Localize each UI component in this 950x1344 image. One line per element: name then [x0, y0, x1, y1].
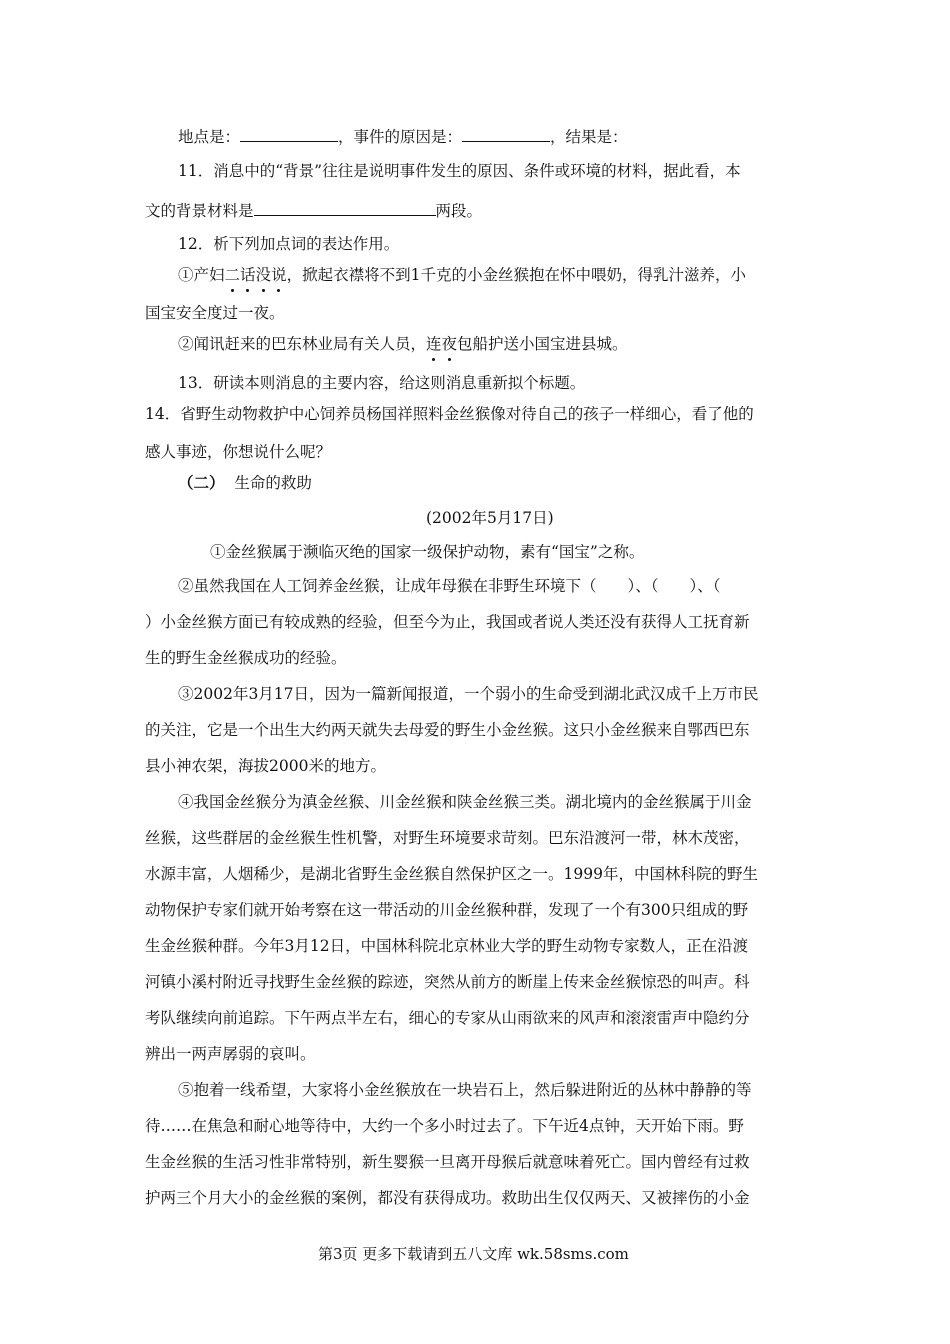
q12-item1-pre: ①产妇 — [178, 266, 225, 284]
q12-title: 12．析下列加点词的表达作用。 — [178, 235, 400, 253]
q13: 13．研读本则消息的主要内容，给这则消息重新拟个标题。 — [178, 374, 586, 392]
dotted-char: 连 — [426, 335, 442, 353]
q12-item1-post: ，掀起衣襟将不到1千克的小金丝猴抱在怀中喂奶，得乳汁滋养，小 — [286, 266, 746, 284]
q11-suffix: 两段。 — [435, 202, 483, 220]
dotted-char: 夜 — [441, 335, 458, 353]
section-date: (2002年5月17日) — [426, 509, 554, 527]
q10-place-blank — [240, 125, 338, 142]
paragraph-line: 辨出一两声孱弱的哀叫。 — [145, 1045, 316, 1063]
q11-blank — [254, 199, 436, 216]
paragraph-line: 河镇小溪村附近寻找野生金丝猴的踪迹，突然从前方的断崖上传来金丝猴惊恐的叫声。科 — [145, 973, 750, 991]
paragraph-line: 生金丝猴的生活习性非常特别，新生婴猴一旦离开母猴后就意味着死亡。国内曾经有过救 — [145, 1153, 750, 1171]
page-footer: 第3页 更多下载请到五八文库 wk.58sms.com — [318, 1245, 629, 1263]
q12-item1-line2: 国宝安全度过一夜。 — [145, 304, 285, 322]
q12-item1-line1 — [178, 264, 746, 286]
q10-cause-blank — [462, 125, 550, 142]
dotted-char: 话 — [240, 266, 256, 284]
paragraph-line: 水源丰富，人烟稀少，是湖北省野生金丝猴自然保护区之一。1999年，中国林科院的野生 — [145, 865, 758, 883]
q14-line2: 感人事迹，你想说什么呢？ — [145, 443, 332, 461]
paragraph-line: 生金丝猴种群。今年3月12日，中国林科院北京林业大学的野生动物专家数人，正在沿渡 — [145, 937, 749, 955]
paragraph-line: 县小神农架，海拔2000米的地方。 — [145, 757, 386, 775]
paragraph-line: ⑤抱着一线希望，大家将小金丝猴放在一块岩石上，然后躲进附近的丛林中静静的等 — [178, 1081, 752, 1099]
q10-line — [178, 125, 628, 148]
q11-line2 — [145, 199, 482, 222]
q12-item2 — [178, 333, 628, 355]
section-title: 生命的救助 — [234, 474, 312, 492]
paragraph-line: 待……在焦急和耐心地等待中，大约一个多小时过去了。下午近4点钟，天开始下雨。野 — [145, 1117, 744, 1135]
q10-place-label: 地点是： — [178, 128, 241, 146]
paragraph-line: 生的野生金丝猴成功的经验。 — [145, 649, 347, 667]
paragraph-line: 考队继续向前追踪。下午两点半左右，细心的专家从山雨欲来的风声和滚滚雷声中隐约分 — [145, 1009, 750, 1027]
paragraph-line: ③2002年3月17日，因为一篇新闻报道，一个弱小的生命受到湖北武汉成千上万市民 — [178, 685, 759, 703]
paragraph-line: 的关注，它是一个出生大约两天就失去母爱的野生小金丝猴。这只小金丝猴来自鄂西巴东 — [145, 721, 750, 739]
paragraph-line: 丝猴，这些群居的金丝猴生性机警，对野生环境要求苛刻。巴东沿渡河一带，林木茂密， — [145, 829, 750, 847]
q11-prefix: 文的背景材料是 — [145, 202, 254, 220]
paragraph-line: ②虽然我国在人工饲养金丝猴，让成年母猴在非野生环境下（ ）、（ ）、（ — [178, 577, 721, 595]
q11-line1: 11．消息中的“背景”往往是说明事件发生的原因、条件或环境的材料，据此看，本 — [178, 162, 741, 180]
paragraph-line: ）小金丝猴方面已有较成熟的经验，但至今为止，我国或者说人类还没有获得人工抚育新 — [145, 613, 750, 631]
q10-cause-label: ，事件的原因是： — [338, 128, 463, 146]
paragraph-line: 动物保护专家们就开始考察在这一带活动的川金丝猴种群，发现了一个有300只组成的野 — [145, 901, 749, 919]
section-number: （二） — [178, 473, 225, 492]
q12-item2-pre: ②闻讯赶来的巴东林业局有关人员， — [178, 335, 427, 353]
section-heading — [178, 472, 312, 494]
q10-result-label: ，结果是： — [550, 128, 628, 146]
dotted-char: 说 — [271, 266, 287, 284]
paragraph-line: ④我国金丝猴分为滇金丝猴、川金丝猴和陕金丝猴三类。湖北境内的金丝猴属于川金 — [178, 793, 752, 811]
dotted-char: 二 — [224, 266, 241, 284]
paragraph-line: 护两三个月大小的金丝猴的案例，都没有获得成功。救助出生仅仅两天、又被摔伤的小金 — [145, 1189, 750, 1207]
q14-line1: 14．省野生动物救护中心饲养员杨国祥照料金丝猴像对待自己的孩子一样细心，看了他的 — [145, 405, 754, 423]
dotted-char: 没 — [255, 266, 272, 284]
paragraph-line: ①金丝猴属于濒临灭绝的国家一级保护动物，素有“国宝”之称。 — [210, 543, 645, 561]
q12-item2-post: 包船护送小国宝进县城。 — [457, 335, 628, 353]
